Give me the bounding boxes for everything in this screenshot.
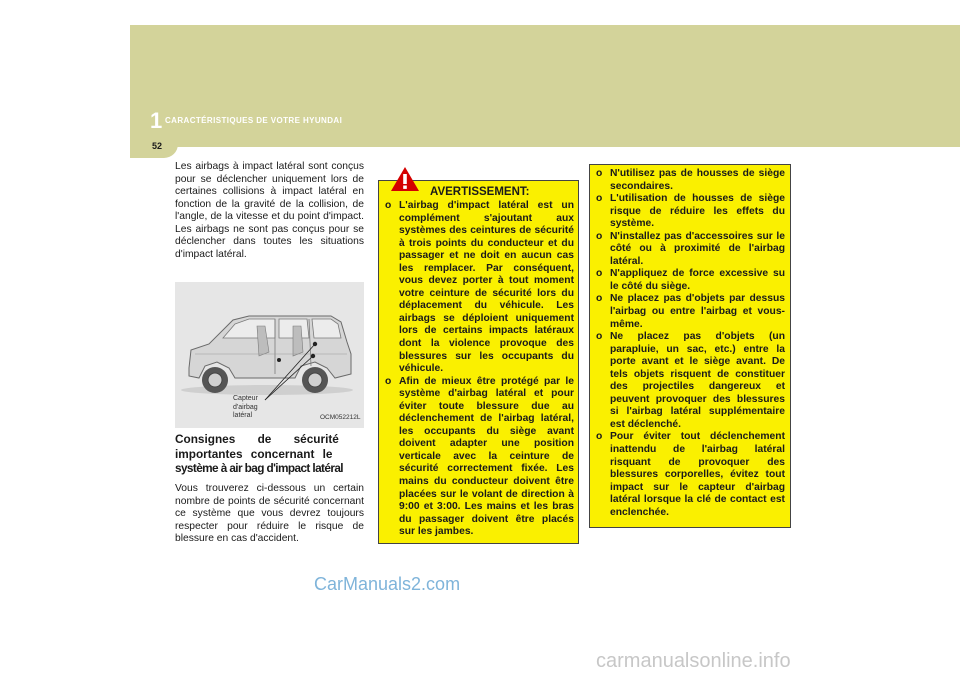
list-item: o Ne placez pas d'objets par dessus l'airbag ou entre l'airbag et vous-même. xyxy=(596,293,785,330)
list-item: o N'utilisez pas de housses de siège secondaires. xyxy=(596,168,785,192)
warning-title: AVERTISSEMENT: xyxy=(430,186,530,198)
list-item: o N'appliquez de force excessive su le côté du siège. xyxy=(596,268,785,292)
intro-paragraph: Les airbags à impact latéral sont conçus pour se déclencher uniquement lors de certaines collisions à impact latéral en fonction de la gravité de la collision, de l'angle, de la vitesse et du point d'impact. Les airbags ne sont pas conçus pour se déclencher dans toutes les situations d'impact latéral. xyxy=(175,161,364,260)
list-item: o Afin de mieux être protégé par le système d'airbag latéral et pour éviter toute blessure due au déclenchement de l'airbag latéral, les occupants du siège avant doivent adapter une position verticale avec la ceinture de sécurité correctement fixée. Les mains du conducteur doivent être placées sur le volant de direction à 9:00 et 3:00. Les mains et les bras du passager doivent être placés sur les jambes. xyxy=(385,375,574,538)
section-body: Vous trouverez ci-dessous un certain nombre de points de sécurité concernant ce système que vous devrez toujours respecter pour réduire le risque de blessure en cas d'accident. xyxy=(175,483,364,545)
list-item: o L'utilisation de housses de siège risque de réduire les effets du système. xyxy=(596,193,785,230)
car-illustration-icon xyxy=(175,282,364,428)
figure-caption: Capteur d'airbag latéral xyxy=(233,395,258,419)
figure-code: OCM052212L xyxy=(320,414,361,421)
list-item: o L'airbag d'impact latéral est un complément s'ajoutant aux systèmes des ceintures de sécurité à trois points du conducteur et du passager et ne doit en aucun cas les remplacer. Par conséquent, vous devez porter à tout moment votre ceinture de sécurité lors du déplacement du véhicule. Les airbags se déploient uniquement lors de certains impacts latéraux dont la violence provoque des blessures sur les occupants du véhicule. xyxy=(385,200,574,375)
chapter-title: CARACTÉRISTIQUES DE VOTRE HYUNDAI xyxy=(165,116,343,125)
chapter-number: 1 xyxy=(150,108,163,133)
watermark-link[interactable]: CarManuals2.com xyxy=(314,574,461,594)
list-item: o Ne placez pas d'objets (un parapluie, un sac, etc.) entre la porte avant et le siège avant. De tels objets risquent de constituer des projectiles dangereux et peuvent provoquer des blessures si l'airbag latéral supplémentaire est déclenché. xyxy=(596,331,785,430)
watermark-text: carmanualsonline.info xyxy=(596,650,791,672)
warning-list xyxy=(385,200,574,539)
exclamation-icon xyxy=(390,166,420,192)
right-warning-list xyxy=(596,168,785,519)
list-item: o Pour éviter tout déclenchement inattendu de l'airbag latéral risquant de provoquer des blessures corporelles, évitez tout impact sur le capteur d'airbag latéral lorsque la clé de contact est enclenchée. xyxy=(596,431,785,518)
section-heading: Consignes de sécurité importantes concernant le système à air bag d'impact latéral xyxy=(175,432,343,475)
page-number: 52 xyxy=(152,141,163,151)
header-band xyxy=(130,25,960,147)
car-figure xyxy=(175,282,364,428)
list-item: o N'installez pas d'accessoires sur le côté ou à proximité de l'airbag latéral. xyxy=(596,230,785,267)
